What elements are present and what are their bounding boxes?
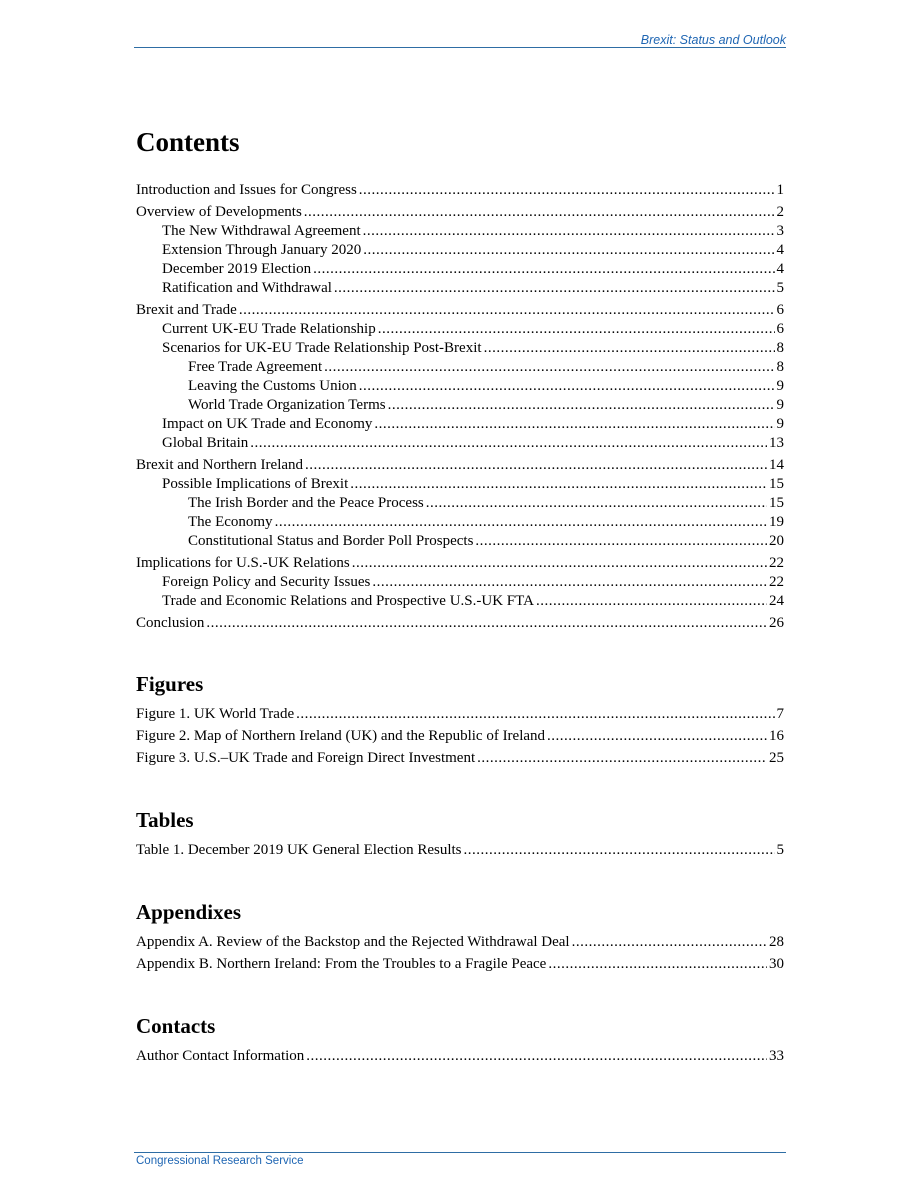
toc-entry[interactable] xyxy=(136,241,784,260)
toc-entry-page: 22 xyxy=(769,555,784,571)
toc-entry-page: 2 xyxy=(776,204,784,220)
figures-heading: Figures xyxy=(136,672,204,696)
dot-leader xyxy=(374,415,774,434)
toc-entry[interactable] xyxy=(136,573,784,592)
figure-entry-label: Figure 2. Map of Northern Ireland (UK) and the Republic of Ireland xyxy=(136,728,546,744)
dot-leader xyxy=(547,727,767,746)
figure-entry[interactable] xyxy=(136,727,784,746)
dot-leader xyxy=(250,434,767,453)
toc-entry-label: Conclusion xyxy=(136,615,205,631)
toc-entry[interactable] xyxy=(136,614,784,633)
appendixes-list xyxy=(136,933,784,974)
dot-leader xyxy=(296,705,774,724)
toc-entry-page: 5 xyxy=(776,280,784,296)
toc-entry[interactable] xyxy=(136,222,784,241)
toc-entry-label: Current UK-EU Trade Relationship xyxy=(162,321,376,337)
dot-leader xyxy=(350,475,767,494)
contents-heading: Contents xyxy=(136,127,240,157)
dot-leader xyxy=(372,573,767,592)
figure-entry-page: 7 xyxy=(776,706,784,722)
contents-section xyxy=(136,124,784,633)
toc-entry-label: The New Withdrawal Agreement xyxy=(162,223,361,239)
dot-leader xyxy=(275,513,767,532)
contacts-section xyxy=(136,1012,784,1066)
contact-entry-label: Author Contact Information xyxy=(136,1048,305,1064)
toc-entry-page: 15 xyxy=(769,495,784,511)
toc-entry[interactable] xyxy=(136,532,784,551)
toc-entry-page: 22 xyxy=(769,574,784,590)
toc-entry-label: The Economy xyxy=(188,514,273,530)
dot-leader xyxy=(477,749,767,768)
footer-divider xyxy=(134,1152,786,1153)
appendix-entry-label: Appendix A. Review of the Backstop and the Rejected Withdrawal Deal xyxy=(136,934,570,950)
toc-entry[interactable] xyxy=(136,320,784,339)
appendix-entry-label: Appendix B. Northern Ireland: From the Troubles to a Fragile Peace xyxy=(136,956,547,972)
toc-entry[interactable] xyxy=(136,260,784,279)
tables-section xyxy=(136,806,784,860)
toc-entry-page: 26 xyxy=(769,615,784,631)
dot-leader xyxy=(572,933,767,952)
tables-list xyxy=(136,841,784,860)
contact-entry[interactable] xyxy=(136,1047,784,1066)
figure-entry[interactable] xyxy=(136,749,784,768)
toc-entry-label: Extension Through January 2020 xyxy=(162,242,362,258)
dot-leader xyxy=(363,241,774,260)
toc-entry[interactable] xyxy=(136,475,784,494)
contact-entry-page: 33 xyxy=(769,1048,784,1064)
appendix-entry-page: 28 xyxy=(769,934,784,950)
toc-entry[interactable] xyxy=(136,434,784,453)
toc-entry-label: Brexit and Trade xyxy=(136,302,237,318)
toc-entry-label: Overview of Developments xyxy=(136,204,302,220)
toc-entry-page: 24 xyxy=(769,593,784,609)
dot-leader xyxy=(426,494,767,513)
toc-entry-label: Brexit and Northern Ireland xyxy=(136,457,304,473)
appendixes-heading: Appendixes xyxy=(136,900,242,924)
dot-leader xyxy=(324,358,774,377)
toc-entry[interactable] xyxy=(136,203,784,222)
dot-leader xyxy=(334,279,775,298)
toc-entry-label: Global Britain xyxy=(162,435,249,451)
dot-leader xyxy=(464,841,775,860)
toc-entry[interactable] xyxy=(136,339,784,358)
toc-entry-page: 6 xyxy=(776,302,784,318)
toc-entry-page: 14 xyxy=(769,457,784,473)
toc-entry[interactable] xyxy=(136,554,784,573)
toc-entry[interactable] xyxy=(136,301,784,320)
toc-entry-label: Introduction and Issues for Congress xyxy=(136,182,357,198)
toc-entry-page: 13 xyxy=(769,435,784,451)
toc-entry[interactable] xyxy=(136,456,784,475)
toc-entry-page: 6 xyxy=(776,321,784,337)
toc-entry-label: Foreign Policy and Security Issues xyxy=(162,574,371,590)
table-entry[interactable] xyxy=(136,841,784,860)
toc-entry-page: 19 xyxy=(769,514,784,530)
toc-entry[interactable] xyxy=(136,396,784,415)
toc-entry-page: 4 xyxy=(776,242,784,258)
toc-entry-page: 9 xyxy=(776,416,784,432)
figure-entry[interactable] xyxy=(136,705,784,724)
tables-heading: Tables xyxy=(136,808,194,832)
dot-leader xyxy=(305,456,767,475)
figure-entry-label: Figure 1. UK World Trade xyxy=(136,706,295,722)
toc-entry[interactable] xyxy=(136,592,784,611)
dot-leader xyxy=(239,301,775,320)
toc-entry-label: Constitutional Status and Border Poll Prospects xyxy=(188,533,474,549)
toc-entry[interactable] xyxy=(136,494,784,513)
dot-leader xyxy=(313,260,774,279)
table-of-contents xyxy=(136,124,784,1066)
toc-entry-label: Implications for U.S.-UK Relations xyxy=(136,555,350,571)
toc-entry[interactable] xyxy=(136,181,784,200)
toc-entry[interactable] xyxy=(136,415,784,434)
toc-entry-label: Possible Implications of Brexit xyxy=(162,476,349,492)
toc-entry-label: Ratification and Withdrawal xyxy=(162,280,332,296)
dot-leader xyxy=(378,320,775,339)
toc-entry[interactable] xyxy=(136,377,784,396)
toc-entry-label: Scenarios for UK-EU Trade Relationship Post-Brexit xyxy=(162,340,482,356)
figure-entry-page: 16 xyxy=(769,728,784,744)
header-divider xyxy=(134,47,786,48)
table-entry-page: 5 xyxy=(776,842,784,858)
toc-entry-label: The Irish Border and the Peace Process xyxy=(188,495,424,511)
appendix-entry-page: 30 xyxy=(769,956,784,972)
toc-entry-page: 8 xyxy=(776,359,784,375)
contacts-heading: Contacts xyxy=(136,1014,216,1038)
dot-leader xyxy=(352,554,767,573)
toc-entry-page: 9 xyxy=(776,378,784,394)
figures-list xyxy=(136,705,784,768)
appendixes-section xyxy=(136,898,784,974)
dot-leader xyxy=(484,339,775,358)
dot-leader xyxy=(363,222,775,241)
dot-leader xyxy=(206,614,767,633)
dot-leader xyxy=(359,181,775,200)
toc-entry-page: 8 xyxy=(776,340,784,356)
toc-entry-page: 3 xyxy=(776,223,784,239)
toc-entry[interactable] xyxy=(136,358,784,377)
toc-entry-label: Leaving the Customs Union xyxy=(188,378,357,394)
appendix-entry[interactable] xyxy=(136,933,784,952)
toc-entry-label: Free Trade Agreement xyxy=(188,359,323,375)
toc-entry-label: Impact on UK Trade and Economy xyxy=(162,416,373,432)
contacts-list xyxy=(136,1047,784,1066)
toc-entry-page: 15 xyxy=(769,476,784,492)
toc-entry-page: 9 xyxy=(776,397,784,413)
figure-entry-label: Figure 3. U.S.–UK Trade and Foreign Direct Investment xyxy=(136,750,476,766)
dot-leader xyxy=(548,955,767,974)
figures-section xyxy=(136,670,784,768)
toc-entry-label: Trade and Economic Relations and Prospective U.S.-UK FTA xyxy=(162,593,534,609)
contents-list xyxy=(136,181,784,633)
toc-entry-label: December 2019 Election xyxy=(162,261,312,277)
toc-entry-page: 1 xyxy=(776,182,784,198)
toc-entry[interactable] xyxy=(136,513,784,532)
toc-entry-page: 4 xyxy=(776,261,784,277)
figure-entry-page: 25 xyxy=(769,750,784,766)
toc-entry-page: 20 xyxy=(769,533,784,549)
dot-leader xyxy=(304,203,775,222)
dot-leader xyxy=(536,592,767,611)
appendix-entry[interactable] xyxy=(136,955,784,974)
dot-leader xyxy=(475,532,767,551)
dot-leader xyxy=(306,1047,767,1066)
toc-entry[interactable] xyxy=(136,279,784,298)
dot-leader xyxy=(388,396,775,415)
toc-entry-label: World Trade Organization Terms xyxy=(188,397,386,413)
footer-organization: Congressional Research Service xyxy=(136,1155,304,1167)
dot-leader xyxy=(359,377,775,396)
running-header-title: Brexit: Status and Outlook xyxy=(640,33,786,47)
table-entry-label: Table 1. December 2019 UK General Election Results xyxy=(136,842,462,858)
